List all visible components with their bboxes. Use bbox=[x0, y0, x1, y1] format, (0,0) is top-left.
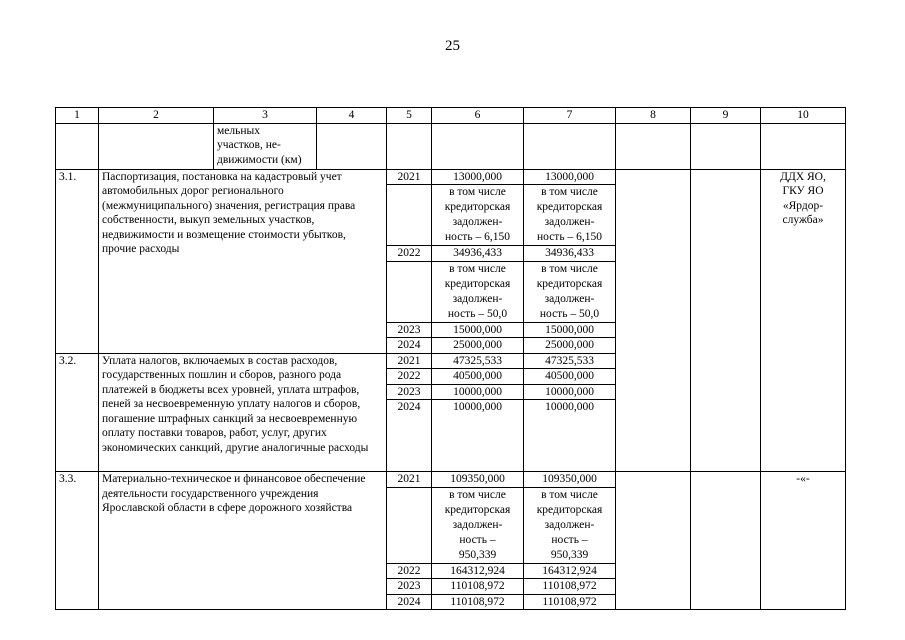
amount-cell: 109350,000 bbox=[524, 472, 616, 488]
amount-cell: 10000,000 bbox=[432, 384, 524, 400]
cell bbox=[387, 185, 432, 246]
amount-cell: 10000,000 bbox=[524, 400, 616, 472]
column-number: 7 bbox=[524, 108, 616, 124]
year-cell: 2024 bbox=[387, 594, 432, 610]
year-cell: 2021 bbox=[387, 353, 432, 369]
indicator-unit-cell: мельных участков, не- движимости (км) bbox=[214, 123, 317, 169]
column-number: 8 bbox=[616, 108, 691, 124]
year-cell: 2024 bbox=[387, 338, 432, 354]
note-cell: в том числе кредиторская задолжен- ность – 950,339 bbox=[524, 487, 616, 563]
cell bbox=[317, 123, 387, 169]
amount-cell: 25000,000 bbox=[432, 338, 524, 354]
continuation-row bbox=[56, 123, 846, 169]
table-row bbox=[56, 472, 846, 488]
amount-cell: 40500,000 bbox=[524, 369, 616, 385]
activity-description: Материально-техническое и финансовое обеспечение деятельности государственного учреждения Ярославской области в сфере дорожного хозяйства bbox=[99, 472, 387, 610]
column-number: 9 bbox=[691, 108, 761, 124]
year-cell: 2023 bbox=[387, 322, 432, 338]
column-number: 4 bbox=[317, 108, 387, 124]
amount-cell: 164312,924 bbox=[432, 563, 524, 579]
amount-cell: 13000,000 bbox=[432, 169, 524, 185]
cell bbox=[691, 123, 761, 169]
activity-description: Уплата налогов, включаемых в состав расходов, государственных пошлин и сборов, разного рода платежей в бюджеты всех уровней, уплата штрафов, пеней за несвоевременную уплату налогов и сборов, погашение штрафных санкций за несвоевременную оплату поставки товаров, работ, услуг, других экономических санкций, другие аналогичные расходы bbox=[99, 353, 387, 472]
cell bbox=[387, 261, 432, 322]
cell bbox=[691, 169, 761, 472]
cell bbox=[56, 123, 99, 169]
cell bbox=[616, 472, 691, 610]
amount-cell: 10000,000 bbox=[432, 400, 524, 472]
amount-cell: 25000,000 bbox=[524, 338, 616, 354]
row-number: 3.2. bbox=[56, 353, 99, 472]
amount-cell: 110108,972 bbox=[524, 594, 616, 610]
amount-cell: 110108,972 bbox=[432, 579, 524, 595]
amount-cell: 34936,433 bbox=[524, 246, 616, 262]
note-cell: в том числе кредиторская задолжен- ность – 50,0 bbox=[432, 261, 524, 322]
amount-cell: 15000,000 bbox=[432, 322, 524, 338]
amount-cell: 40500,000 bbox=[432, 369, 524, 385]
cell bbox=[432, 123, 524, 169]
year-cell: 2021 bbox=[387, 472, 432, 488]
note-cell: в том числе кредиторская задолжен- ность – 950,339 bbox=[432, 487, 524, 563]
note-cell: в том числе кредиторская задолжен- ность – 6,150 bbox=[524, 185, 616, 246]
page-number: 25 bbox=[445, 38, 460, 54]
amount-cell: 10000,000 bbox=[524, 384, 616, 400]
note-cell: в том числе кредиторская задолжен- ность – 6,150 bbox=[432, 185, 524, 246]
column-number: 10 bbox=[761, 108, 846, 124]
cell bbox=[524, 123, 616, 169]
table-row bbox=[56, 169, 846, 185]
column-number: 2 bbox=[99, 108, 214, 124]
year-cell: 2022 bbox=[387, 246, 432, 262]
amount-cell: 13000,000 bbox=[524, 169, 616, 185]
cell bbox=[761, 123, 846, 169]
amount-cell: 47325,533 bbox=[524, 353, 616, 369]
column-number: 5 bbox=[387, 108, 432, 124]
amount-cell: 110108,972 bbox=[432, 594, 524, 610]
cell bbox=[691, 472, 761, 610]
cell bbox=[616, 123, 691, 169]
year-cell: 2023 bbox=[387, 579, 432, 595]
column-number: 1 bbox=[56, 108, 99, 124]
executor-cell: ДДХ ЯО, ГКУ ЯО «Ярдор- служба» bbox=[761, 169, 846, 472]
year-cell: 2022 bbox=[387, 369, 432, 385]
amount-cell: 109350,000 bbox=[432, 472, 524, 488]
cell bbox=[99, 123, 214, 169]
amount-cell: 47325,533 bbox=[432, 353, 524, 369]
column-number: 6 bbox=[432, 108, 524, 124]
column-number: 3 bbox=[214, 108, 317, 124]
year-cell: 2022 bbox=[387, 563, 432, 579]
amount-cell: 34936,433 bbox=[432, 246, 524, 262]
program-table bbox=[55, 107, 846, 610]
cell bbox=[616, 169, 691, 472]
year-cell: 2023 bbox=[387, 384, 432, 400]
activity-description: Паспортизация, постановка на кадастровый учет автомобильных дорог регионального (межмуниципального) значения, регистрация права собственности, выкуп земельных участков, недвижимости и возмещение стоимости убытков, прочие расходы bbox=[99, 169, 387, 353]
row-number: 3.3. bbox=[56, 472, 99, 610]
cell bbox=[387, 487, 432, 563]
amount-cell: 164312,924 bbox=[524, 563, 616, 579]
amount-cell: 110108,972 bbox=[524, 579, 616, 595]
cell bbox=[387, 123, 432, 169]
row-number: 3.1. bbox=[56, 169, 99, 353]
executor-cell: -«- bbox=[761, 472, 846, 610]
year-cell: 2024 bbox=[387, 400, 432, 472]
year-cell: 2021 bbox=[387, 169, 432, 185]
note-cell: в том числе кредиторская задолжен- ность – 50,0 bbox=[524, 261, 616, 322]
amount-cell: 15000,000 bbox=[524, 322, 616, 338]
column-number-row bbox=[56, 108, 846, 124]
